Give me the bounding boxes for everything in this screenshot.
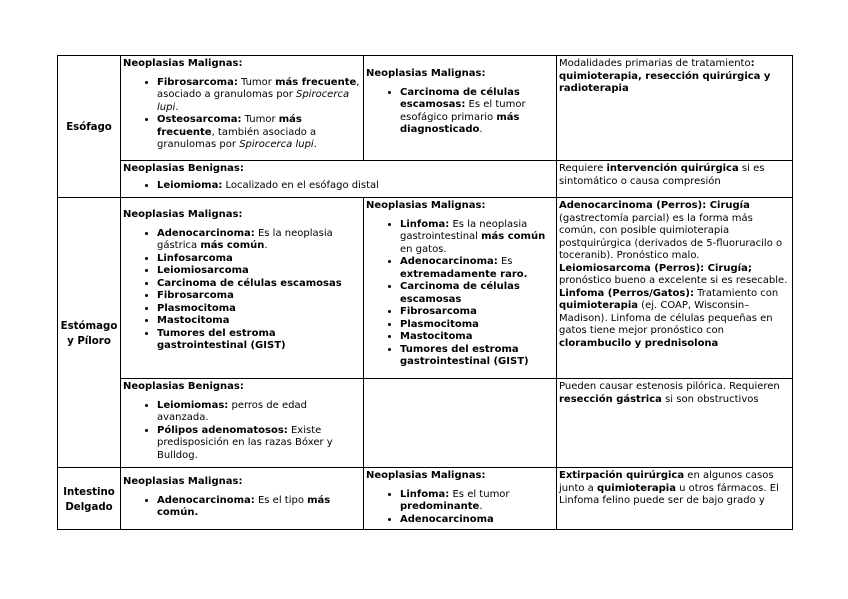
- cell-esofago-malignas-1: [121, 56, 364, 161]
- cell-estomago-empty: [364, 379, 557, 468]
- cell-estomago-tratamiento: [557, 198, 793, 379]
- list-item: • Mastocitoma: [400, 331, 554, 344]
- list-item: • Linfoma: Es el tumor predominante.: [400, 489, 554, 514]
- list-item: • Leiomiomas: perros de edad avanzada.: [157, 400, 361, 425]
- cell-intestino-tratamiento: Extirpación quirúrgica en algunos casos junto a quimioterapia u otros fármacos. El Linfoma felino puede ser de bajo grado y: [557, 468, 793, 530]
- list-item: • Fibrosarcoma: [157, 290, 361, 303]
- treatment-paragraph: Adenocarcinoma (Perros): Cirugía (gastrectomía parcial) es la forma más común, con posible quimioterapia postquirúrgica (derivados de 5-fluoruracilo o toceranib). Pronóstico malo.: [559, 200, 783, 261]
- list-item: • Leiomiosarcoma: [157, 265, 361, 278]
- table-row: [58, 56, 793, 161]
- list-item: • Adenocarcinoma: Es la neoplasia gástrica más común.: [157, 228, 361, 253]
- cell-estomago-malignas-2: [364, 198, 557, 379]
- cell-estomago-benignas: [121, 379, 364, 468]
- list-item: • Tumores del estroma gastrointestinal (GIST): [157, 328, 361, 353]
- tumor-list: [123, 495, 361, 520]
- table-row: [58, 379, 793, 468]
- list-item: • Linfoma: Es la neoplasia gastrointestinal más común en gatos.: [400, 219, 554, 257]
- tumor-list: [123, 228, 361, 353]
- list-item: • Adenocarcinoma: Es extremadamente raro.: [400, 256, 554, 281]
- organ-intestino: Intestino Delgado: [58, 468, 121, 530]
- section-header: Neoplasias Malignas:: [366, 68, 486, 79]
- list-item: • Mastocitoma: [157, 315, 361, 328]
- list-item: • Carcinoma de células escamosas: [157, 278, 361, 291]
- tumor-list: [366, 489, 554, 527]
- cell-estomago-malignas-1: [121, 198, 364, 379]
- list-item: • Plasmocitoma: [400, 319, 554, 332]
- tumor-list: [123, 180, 554, 193]
- treatment-paragraph: Linfoma (Perros/Gatos): Tratamiento con quimioterapia (ej. COAP, Wisconsin–Madison). Linfoma de células pequeñas en gatos tiene mejor pronóstico con clorambucilo y prednisolona: [559, 287, 779, 349]
- treatment-paragraph: Leiomiosarcoma (Perros): Cirugía; pronóstico bueno a excelente si es resecable.: [559, 262, 788, 286]
- neoplasia-table: [57, 55, 793, 530]
- section-header: Neoplasias Malignas:: [123, 476, 243, 487]
- cell-estomago-tratamiento-2: Pueden causar estenosis pilórica. Requieren resección gástrica si son obstructivos: [557, 379, 793, 468]
- tumor-list: [123, 77, 361, 152]
- cell-esofago-malignas-2: [364, 56, 557, 161]
- cell-esofago-benignas: [121, 161, 557, 198]
- cell-intestino-malignas-1: [121, 468, 364, 530]
- section-header: Neoplasias Benignas:: [123, 163, 244, 174]
- tumor-list: [366, 87, 554, 137]
- list-item: • Fibrosarcoma: [400, 306, 554, 319]
- section-header: Neoplasias Malignas:: [366, 200, 486, 211]
- list-item: • Plasmocitoma: [157, 303, 361, 316]
- list-item: • Osteosarcoma: Tumor más frecuente, también asociado a granulomas por Spirocerca lupi.: [157, 114, 361, 152]
- cell-esofago-tratamiento-2: Requiere intervención quirúrgica si es sintomático o causa compresión: [557, 161, 793, 198]
- table-row: [58, 198, 793, 379]
- section-header: Neoplasias Benignas:: [123, 381, 244, 392]
- table-row: [58, 161, 793, 198]
- list-item: • Carcinoma de células escamosas: [400, 281, 554, 306]
- list-item: • Fibrosarcoma: Tumor más frecuente, asociado a granulomas por Spirocerca lupi.: [157, 77, 361, 115]
- tumor-list: [366, 219, 554, 369]
- cell-intestino-malignas-2: [364, 468, 557, 530]
- list-item: • Pólipos adenomatosos: Existe predisposición en las razas Bóxer y Bulldog.: [157, 425, 361, 463]
- cell-esofago-tratamiento: Modalidades primarias de tratamiento: quimioterapia, resección quirúrgica y radioterapia: [557, 56, 793, 161]
- organ-esofago: Esófago: [58, 56, 121, 198]
- section-header: Neoplasias Malignas:: [123, 209, 243, 220]
- list-item: • Leiomioma: Localizado en el esófago distal: [157, 180, 554, 193]
- table-row: [58, 468, 793, 530]
- organ-estomago: Estómago y Píloro: [58, 198, 121, 468]
- list-item: • Linfosarcoma: [157, 253, 361, 266]
- tumor-list: [123, 400, 361, 463]
- list-item: • Tumores del estroma gastrointestinal (GIST): [400, 344, 554, 369]
- list-item: • Adenocarcinoma: [400, 514, 554, 527]
- section-header: Neoplasias Malignas:: [366, 470, 486, 481]
- list-item: • Carcinoma de células escamosas: Es el tumor esofágico primario más diagnosticado.: [400, 87, 554, 137]
- list-item: • Adenocarcinoma: Es el tipo más común.: [157, 495, 361, 520]
- section-header: Neoplasias Malignas:: [123, 58, 243, 69]
